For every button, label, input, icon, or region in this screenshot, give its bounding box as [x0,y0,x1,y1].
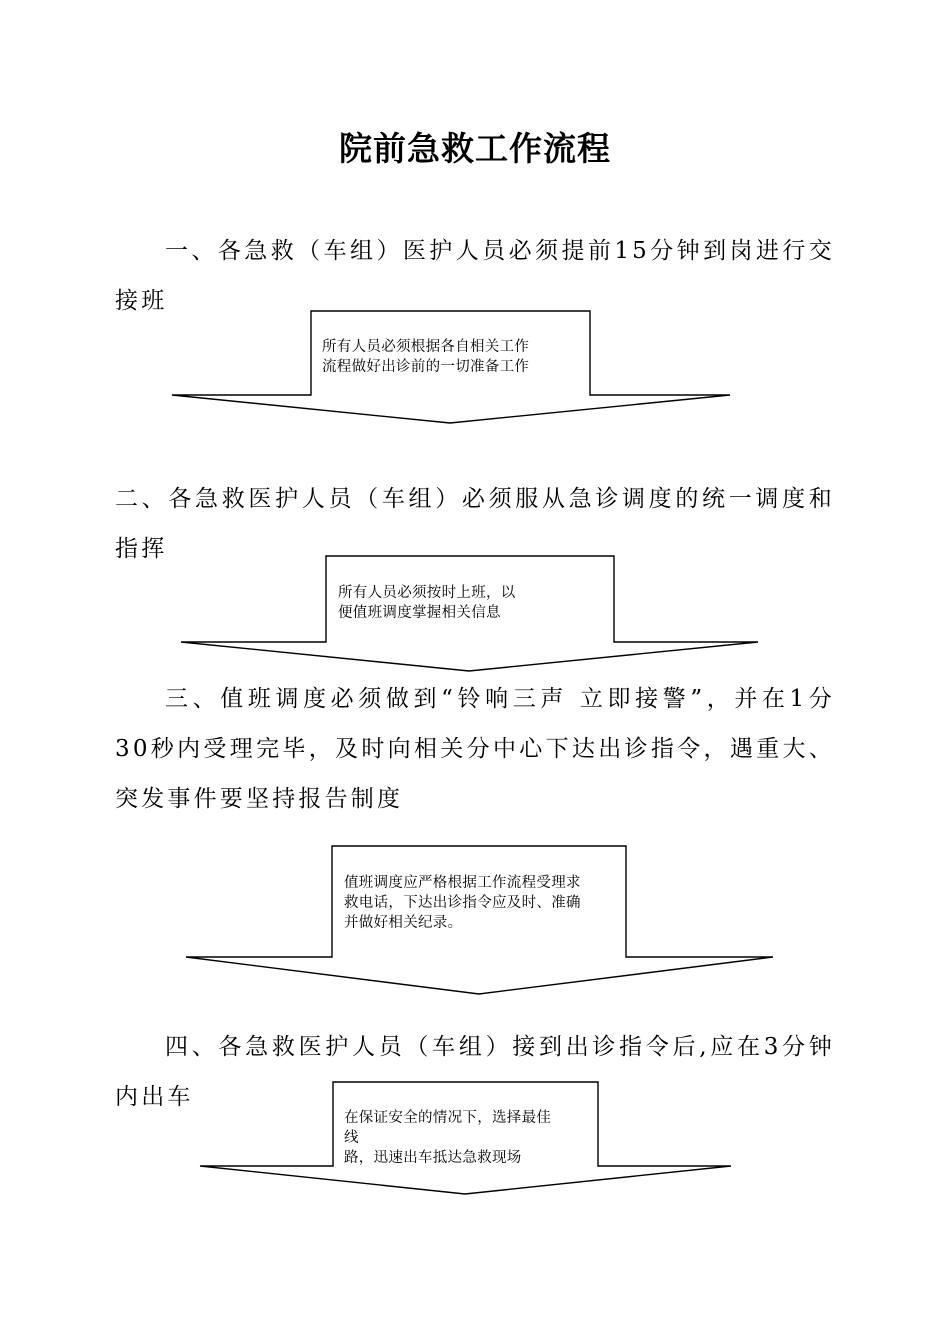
document-title: 院前急救工作流程 [339,129,611,168]
step-3-note: 值班调度应严格根据工作流程受理求 救电话，下达出诊指令应及时、准确 并做好相关纪录。 [344,875,581,931]
step-2-note: 所有人员必须按时上班，以 便值班调度掌握相关信息 [338,585,516,621]
step-1-text: 一、各急救（车组）医护人员必须提前15分钟到岗进行交接班 [115,238,835,314]
step-1-note: 所有人员必须根据各自相关工作 流程做好出诊前的一切准备工作 [322,339,530,375]
step-3-text: 三、值班调度必须做到“铃响三声 立即接警”，并在1分30秒内受理完毕，及时向相关分中心下达出诊指令，遇重大、突发事件要坚持报告制度 [115,686,835,812]
step-4-text: 四、各急救医护人员（车组）接到出诊指令后,应在3分钟内出车 [115,1034,835,1110]
step-4-note: 在保证安全的情况下，选择最佳 线 路，迅速出车抵达急救现场 [344,1110,552,1166]
step-2-text: 二、各急救医护人员（车组）必须服从急诊调度的统一调度和指挥 [115,486,835,562]
